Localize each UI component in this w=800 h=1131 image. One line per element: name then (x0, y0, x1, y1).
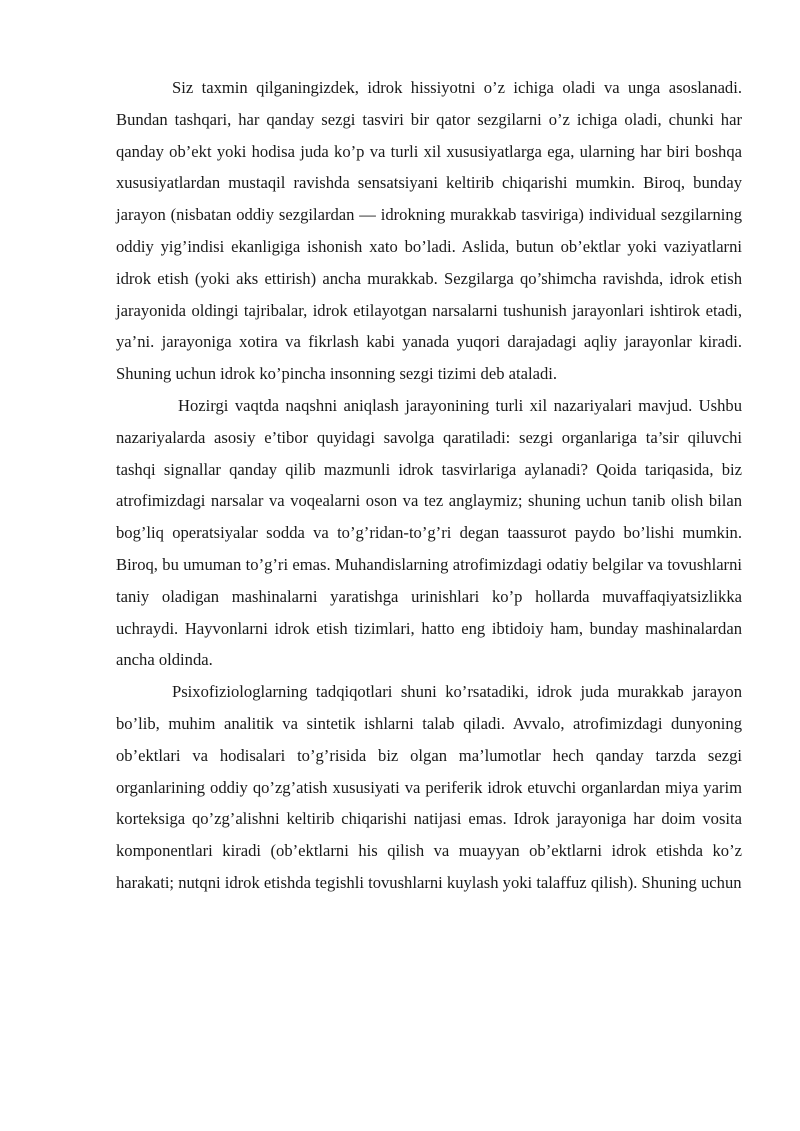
paragraph: Siz taxmin qilganingizdek, idrok hissiyotni o’z ichiga oladi va unga asoslanadi. Bundan tashqari, har qanday sezgi tasviri bir qator sezgilarni o’z ichiga oladi, chunki har qanday ob’ekt yoki hodisa juda ko’p va turli xil xususiyatlarga ega, ularning har biri boshqa xususiyatlardan mustaqil ravishda sensatsiyani keltirib chiqarishi mumkin. Biroq, bunday jarayon (nisbatan oddiy sezgilardan — idrokning murakkab tasviriga) individual sezgilarning oddiy yig’indisi ekanligiga ishonish xato bo’ladi. Aslida, butun ob’ektlar yoki vaziyatlarni idrok etish (yoki aks ettirish) ancha murakkab. Sezgilarga qo’shimcha ravishda, idrok etish jarayonida oldingi tajribalar, idrok etilayotgan narsalarni tushunish jarayonlari ishtirok etadi, ya’ni. jarayoniga xotira va fikrlash kabi yanada yuqori darajadagi aqliy jarayonlar kiradi. Shuning uchun idrok ko’pincha insonning sezgi tizimi deb ataladi. (116, 78, 742, 384)
paragraph: Hozirgi vaqtda naqshni aniqlash jarayonining turli xil nazariyalari mavjud. Ushbu nazariyalarda asosiy e’tibor quyidagi savolga qaratiladi: sezgi organlariga ta’sir qiluvchi tashqi signallar qanday qilib mazmunli idrok tasvirlariga aylanadi? Qoida tariqasida, biz atrofimizdagi narsalar va voqealarni oson va tez anglaymiz; shuning uchun tanib olish bilan bog’liq operatsiyalar sodda va to’g’ridan-to’g’ri degan taassurot paydo bo’lishi mumkin. Biroq, bu umuman to’g’ri emas. Muhandislarning atrofimizdagi odatiy belgilar va tovushlarni taniy oladigan mashinalarni yaratishga urinishlari ko’p hollarda muvaffaqiyatsizlikka uchraydi. Hayvonlarni idrok etish tizimlari, hatto eng ibtidoiy ham, bunday mashinalardan ancha oldinda. (116, 395, 742, 670)
document-body (116, 72, 742, 899)
paragraph: Psixofiziologlarning tadqiqotlari shuni ko’rsatadiki, idrok juda murakkab jarayon bo’lib, muhim analitik va sintetik ishlarni talab qiladi. Avvalo, atrofimizdagi dunyoning ob’ektlari va hodisalari to’g’risida biz olgan ma’lumotlar hech qanday tarzda sezgi organlarining oddiy qo’zg’atish xususiyati va periferik idrok etuvchi organlardan miya yarim korteksiga qo’zg’alishni keltirib chiqarishi natijasi emas. Idrok jarayoniga har doim vosita komponentlari kiradi (ob’ektlarni his qilish va muayyan ob’ektlarni idrok etishda ko’z harakati; nutqni idrok etishda tegishli tovushlarni kuylash yoki talaffuz qilish). Shuning uchun (116, 682, 742, 892)
